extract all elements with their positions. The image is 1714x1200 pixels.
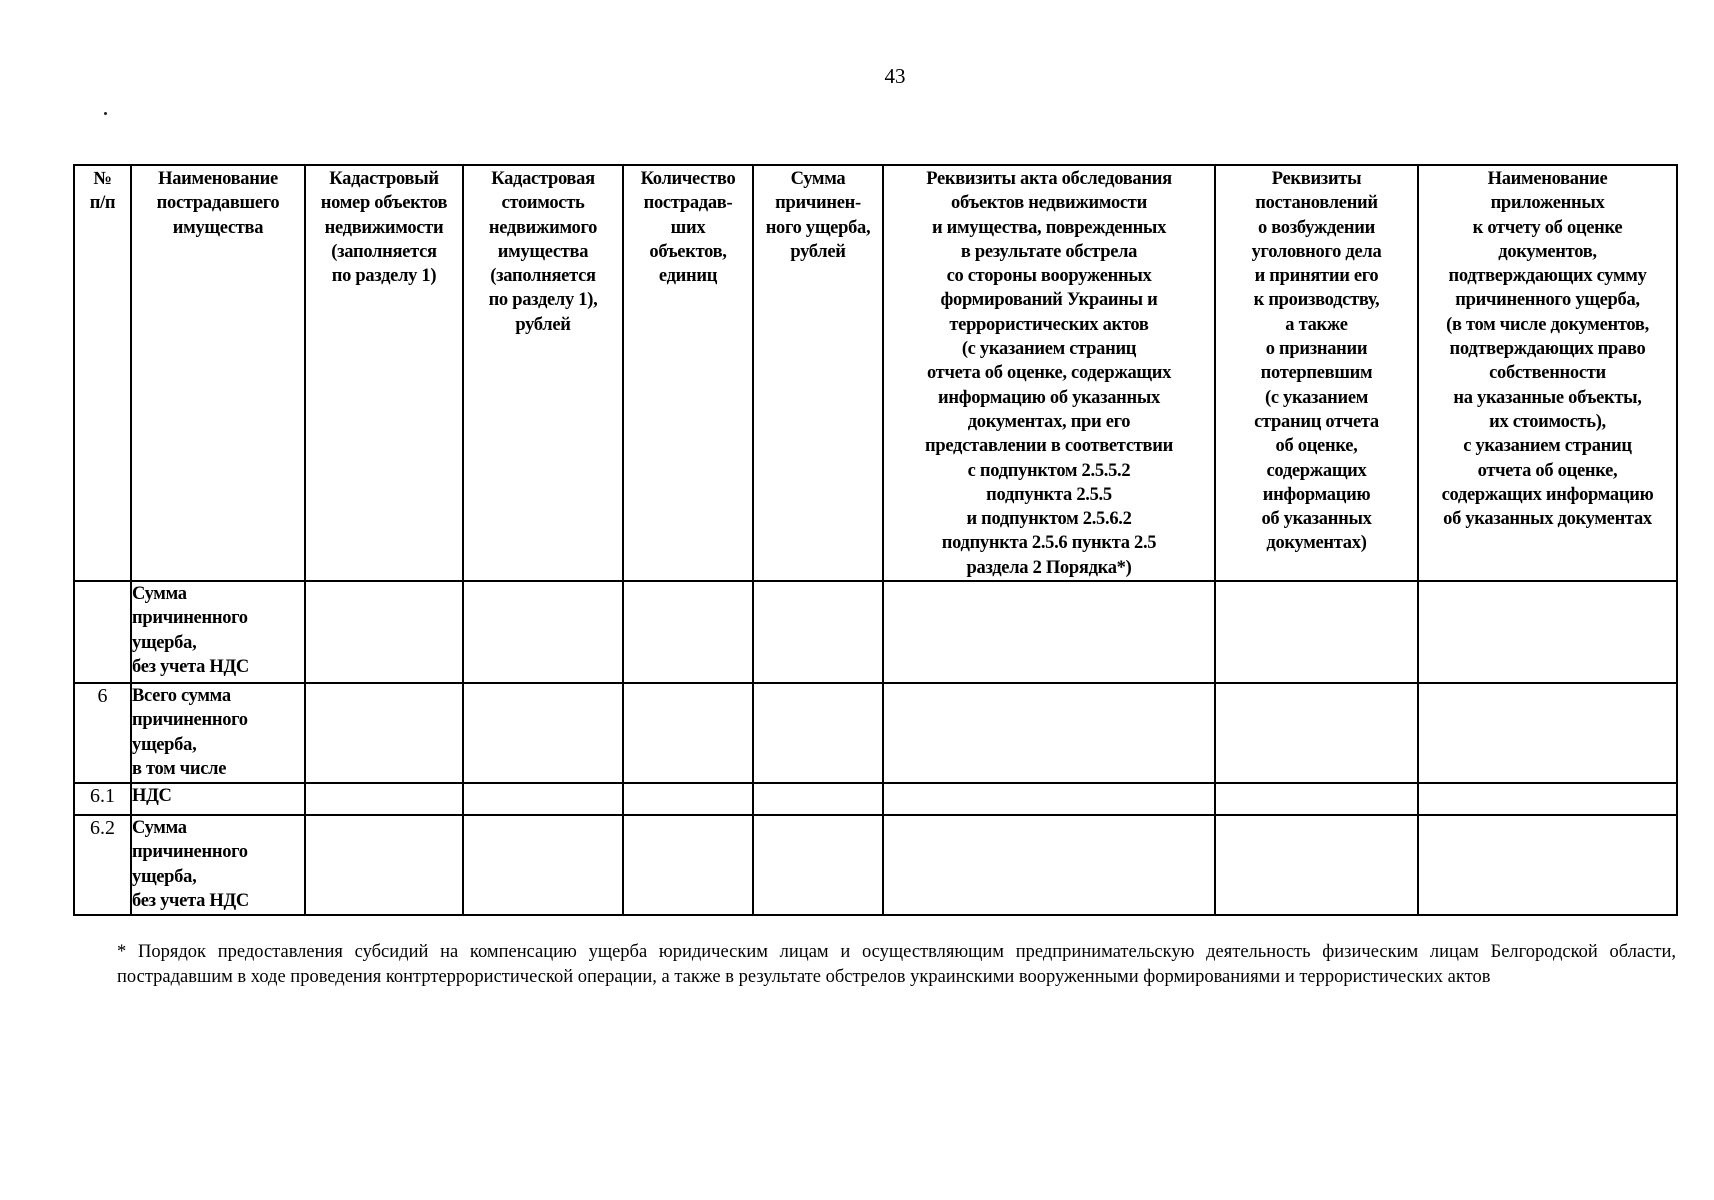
header-cell-damage-amount: Сумма причинен- ного ущерба, рублей xyxy=(753,165,883,581)
footnote: * Порядок предоставления субсидий на компенсацию ущерба юридическим лицам и осуществляющим предпринимательскую деятельность физическим лицам Белгородской области, пострадавшим в ходе проведения контртеррористической операции, а также в результате обстрелов украинскими вооруженными формированиями и террористических актов xyxy=(117,942,1676,987)
empty-cell xyxy=(1215,815,1418,915)
empty-cell xyxy=(463,783,623,815)
empty-cell xyxy=(1418,683,1677,783)
table-row xyxy=(74,783,1677,815)
page-number: 43 xyxy=(884,64,906,88)
row-name: Сумма причиненного ущерба, без учета НДС xyxy=(131,581,305,683)
scan-speck xyxy=(104,112,107,115)
header-cell-property-name: Наименование пострадавшего имущества xyxy=(131,165,305,581)
header-cell-number: № п/п xyxy=(74,165,131,581)
empty-cell xyxy=(623,783,753,815)
table-header-row xyxy=(74,165,1677,581)
header-cell-object-count: Количество пострадав- ших объектов, единиц xyxy=(623,165,753,581)
empty-cell xyxy=(1418,783,1677,815)
empty-cell xyxy=(883,581,1215,683)
table-row xyxy=(74,815,1677,915)
damage-report-table xyxy=(73,164,1678,916)
empty-cell xyxy=(1215,783,1418,815)
empty-cell xyxy=(1418,581,1677,683)
header-cell-attached-documents: Наименование приложенных к отчету об оценке документов, подтверждающих сумму причиненного ущерба, (в том числе документов, подтверждающих право собственности на указанные объекты, их стоимость), с указанием страниц отчета об оценке, содержащих информацию об указанных документах xyxy=(1418,165,1677,581)
empty-cell xyxy=(883,783,1215,815)
row-number: 6.1 xyxy=(74,783,131,815)
header-cell-cadastral-value: Кадастровая стоимость недвижимого имущества (заполняется по разделу 1), рублей xyxy=(463,165,623,581)
header-cell-resolutions: Реквизиты постановлений о возбуждении уголовного дела и принятии его к производству, а также о признании потерпевшим (с указанием страниц отчета об оценке, содержащих информацию об указанных документах) xyxy=(1215,165,1418,581)
row-number: 6.2 xyxy=(74,815,131,915)
row-name: НДС xyxy=(131,783,305,815)
table-row xyxy=(74,581,1677,683)
empty-cell xyxy=(623,815,753,915)
empty-cell xyxy=(753,683,883,783)
empty-cell xyxy=(753,581,883,683)
empty-cell xyxy=(883,815,1215,915)
empty-cell xyxy=(753,783,883,815)
empty-cell xyxy=(1215,581,1418,683)
row-name: Сумма причиненного ущерба, без учета НДС xyxy=(131,815,305,915)
empty-cell xyxy=(1418,815,1677,915)
empty-cell xyxy=(463,815,623,915)
empty-cell xyxy=(623,581,753,683)
empty-cell xyxy=(463,683,623,783)
empty-cell xyxy=(463,581,623,683)
empty-cell xyxy=(623,683,753,783)
row-number xyxy=(74,581,131,683)
empty-cell xyxy=(883,683,1215,783)
empty-cell xyxy=(305,683,463,783)
empty-cell xyxy=(305,581,463,683)
row-number: 6 xyxy=(74,683,131,783)
header-cell-cadastral-number: Кадастровый номер объектов недвижимости (заполняется по разделу 1) xyxy=(305,165,463,581)
row-name: Всего сумма причиненного ущерба, в том числе xyxy=(131,683,305,783)
empty-cell xyxy=(1215,683,1418,783)
table-row xyxy=(74,683,1677,783)
empty-cell xyxy=(753,815,883,915)
empty-cell xyxy=(305,815,463,915)
empty-cell xyxy=(305,783,463,815)
header-cell-inspection-act: Реквизиты акта обследования объектов недвижимости и имущества, поврежденных в результате обстрела со стороны вооруженных формирований Украины и террористических актов (с указанием страниц отчета об оценке, содержащих информацию об указанных документах, при его представлении в соответствии с подпунктом 2.5.5.2 подпункта 2.5.5 и подпунктом 2.5.6.2 подпункта 2.5.6 пункта 2.5 раздела 2 Порядка*) xyxy=(883,165,1215,581)
